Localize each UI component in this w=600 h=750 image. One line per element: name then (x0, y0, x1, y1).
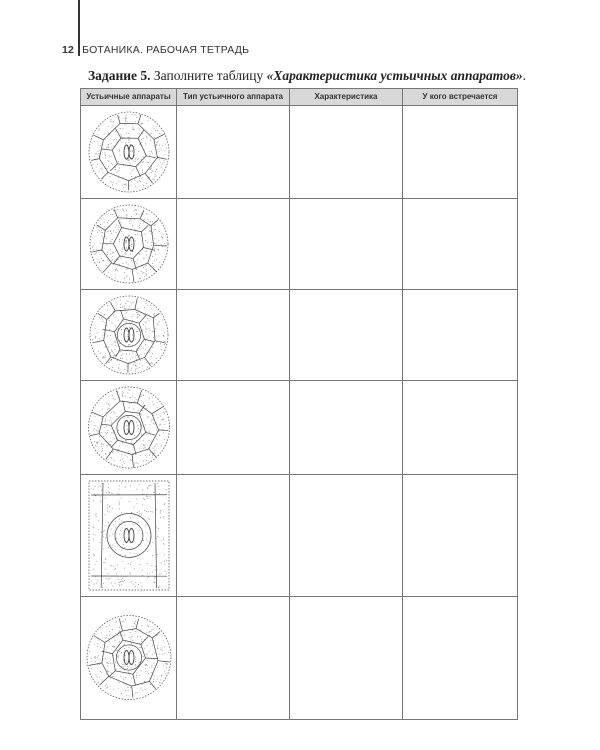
cell-type[interactable] (177, 106, 290, 198)
stomata-drawing-2-icon (81, 199, 177, 289)
col-header-type: Тип устьичного аппарата (177, 89, 290, 105)
cell-characteristic[interactable] (290, 597, 403, 719)
cell-occurrence[interactable] (403, 106, 517, 198)
task-title (88, 68, 526, 84)
cell-stomata-drawing (81, 475, 177, 596)
table-row (81, 106, 517, 199)
cell-stomata-drawing (81, 597, 177, 719)
cell-characteristic[interactable] (290, 475, 403, 596)
cell-type[interactable] (177, 290, 290, 380)
cell-occurrence[interactable] (403, 199, 517, 289)
table-row (81, 290, 517, 381)
cell-occurrence[interactable] (403, 475, 517, 596)
col-header-occurrence: У кого встречается (422, 92, 498, 101)
cell-characteristic[interactable] (290, 381, 403, 474)
table-header (81, 89, 517, 106)
stomata-table (80, 88, 518, 720)
cell-stomata-drawing (81, 199, 177, 289)
cell-stomata-drawing (81, 381, 177, 474)
task-table-name: «Характеристика устьичных аппаратов» (266, 68, 523, 83)
cell-type[interactable] (177, 381, 290, 474)
stomata-drawing-3-icon (81, 290, 177, 380)
cell-occurrence[interactable] (403, 597, 517, 719)
cell-characteristic[interactable] (290, 199, 403, 289)
table-row (81, 199, 517, 290)
col-header-characteristic: Характеристика (290, 89, 403, 105)
task-end: . (522, 68, 526, 83)
cell-occurrence[interactable] (403, 290, 517, 380)
task-number: Задание 5. (88, 68, 151, 83)
task-text: Заполните таблицу (153, 68, 264, 83)
page-number: 12 (62, 44, 75, 56)
stomata-drawing-4-icon (81, 381, 177, 474)
cell-occurrence[interactable] (403, 381, 517, 474)
col-header-stomata: Устьичные аппараты (81, 89, 177, 105)
table-row (81, 475, 517, 597)
running-title: БОТАНИКА. РАБОЧАЯ ТЕТРАДЬ (82, 44, 250, 56)
stomata-drawing-6-icon (81, 597, 177, 718)
stomata-drawing-1-icon (81, 106, 177, 198)
cell-type[interactable] (177, 597, 290, 719)
cell-characteristic[interactable] (290, 106, 403, 198)
cell-stomata-drawing (81, 106, 177, 198)
stomata-drawing-5-icon (81, 475, 177, 596)
cell-characteristic[interactable] (290, 290, 403, 380)
running-head (62, 44, 249, 56)
table-row (81, 597, 517, 719)
cell-type[interactable] (177, 199, 290, 289)
cell-type[interactable] (177, 475, 290, 596)
cell-stomata-drawing (81, 290, 177, 380)
table-row (81, 381, 517, 475)
